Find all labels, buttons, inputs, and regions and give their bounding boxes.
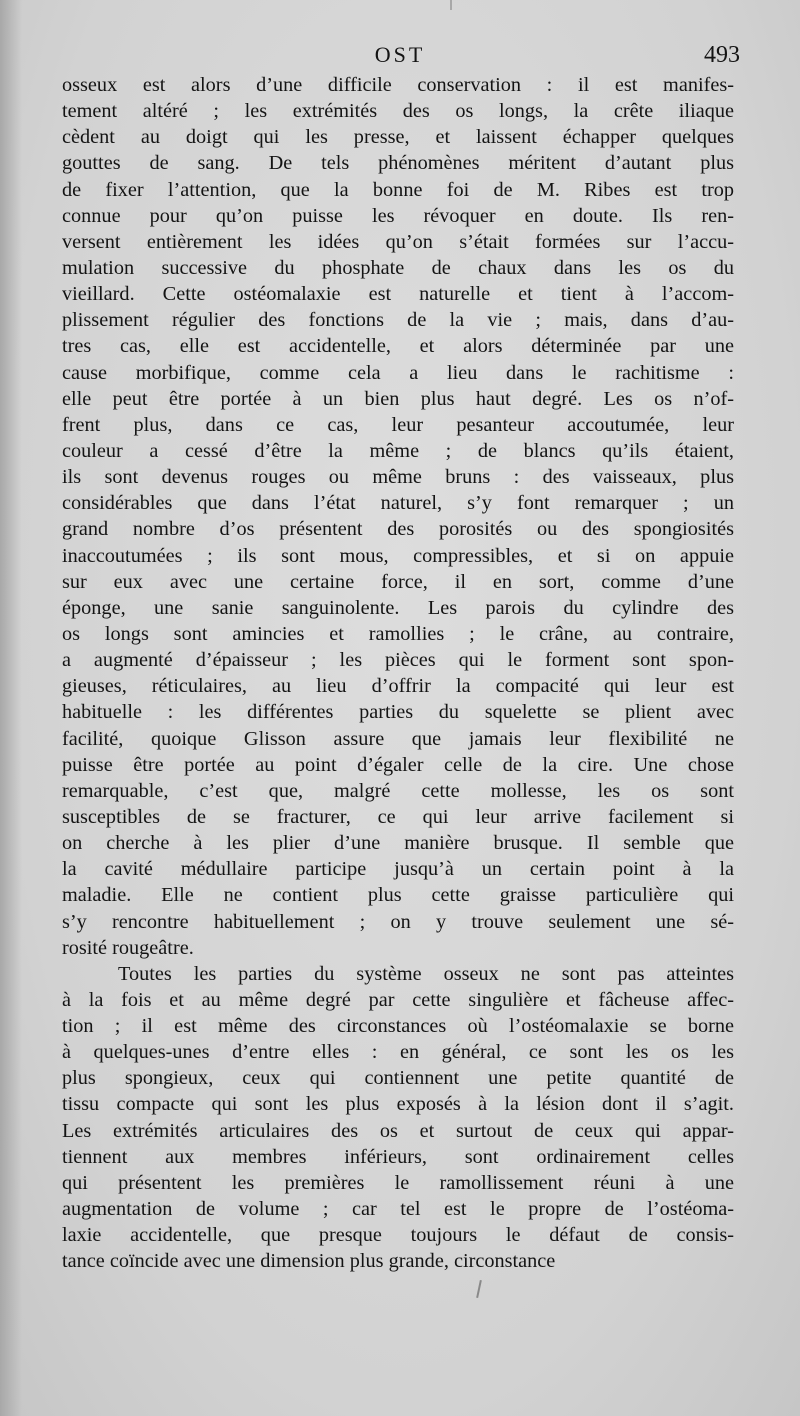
text-line: facilité, quoique Glisson assure que jamais leur flexibilité ne [62,727,734,750]
text-line: tres cas, elle est accidentelle, et alors déterminée par une [62,335,734,358]
text-line: elle peut être portée à un bien plus haut degré. Les os n’of- [62,387,734,410]
text-line: habituelle : les différentes parties du squelette se plient avec [62,701,734,724]
running-head-word: OST [374,42,426,67]
text-line: versent entièrement les idées qu’on s’était formées sur l’accu- [62,230,734,253]
paper-mark [476,1280,482,1298]
page-gutter-shadow [0,0,22,1416]
text-line: laxie accidentelle, que presque toujours le défaut de consis- [62,1224,734,1247]
paper-mark [450,0,452,10]
text-line: considérables que dans l’état naturel, s’y font remarquer ; un [62,492,734,515]
text-line: tissu compacte qui sont les plus exposés à la lésion dont il s’agit. [62,1093,734,1116]
text-line: susceptibles de se fracturer, ce qui leur arrive facilement si [62,805,734,828]
text-line: à quelques-unes d’entre elles : en général, ce sont les os les [62,1041,734,1064]
text-line: ils sont devenus rouges ou même bruns : des vaisseaux, plus [62,466,734,489]
text-line: Les extrémités articulaires des os et surtout de ceux qui appar- [62,1119,734,1142]
text-line: augmentation de volume ; car tel est le propre de l’ostéoma- [62,1198,734,1221]
text-line: qui présentent les premières le ramollissement réuni à une [62,1171,734,1194]
body-text [62,72,734,1274]
text-line: on cherche à les plier d’une manière brusque. Il semble que [62,832,734,855]
text-line: tion ; il est même des circonstances où l’ostéomalaxie se borne [62,1015,734,1038]
text-line: osseux est alors d’une difficile conservation : il est manifes- [62,74,734,96]
text-line: tance coïncide avec une dimension plus grande, circonstance [62,1250,556,1273]
text-line: la cavité médullaire participe jusqu’à un certain point à la [62,858,734,881]
text-line: a augmenté d’épaisseur ; les pièces qui le forment sont spon- [62,649,734,672]
running-head [62,42,738,72]
text-line: s’y rencontre habituellement ; on y trouve seulement une sé- [62,910,734,933]
paragraph [62,72,734,961]
text-line: sur eux avec une certaine force, il en sort, comme d’une [62,570,734,593]
text-line: cause morbifique, comme cela a lieu dans le rachitisme : [62,361,734,384]
text-line: cèdent au doigt qui les presse, et laissent échapper quelques [62,126,734,149]
text-line: de fixer l’attention, que la bonne foi de M. Ribes est trop [62,178,734,201]
text-line: éponge, une sanie sanguinolente. Les parois du cylindre des [62,596,734,619]
text-line: tement altéré ; les extrémités des os longs, la crête iliaque [62,100,734,123]
text-line: frent plus, dans ce cas, leur pesanteur accoutumée, leur [62,413,734,436]
text-line: à la fois et au même degré par cette singulière et fâcheuse affec- [62,988,734,1011]
text-line: maladie. Elle ne contient plus cette graisse particulière qui [62,884,734,907]
text-line: tiennent aux membres inférieurs, sont ordinairement celles [62,1145,734,1168]
text-line: os longs sont amincies et ramollies ; le crâne, au contraire, [62,622,734,645]
text-line: gieuses, réticulaires, au lieu d’offrir la compacité qui leur est [62,675,734,698]
text-line: Toutes les parties du système osseux ne sont pas atteintes [118,962,734,985]
text-line: mulation successive du phosphate de chaux dans les os du [62,256,734,279]
text-line: gouttes de sang. De tels phénomènes méritent d’autant plus [62,152,734,175]
text-line: couleur a cessé d’être la même ; de blancs qu’ils étaient, [62,439,734,462]
text-line: rosité rougeâtre. [62,936,194,959]
text-line: connue pour qu’on puisse les révoquer en doute. Ils ren- [62,204,734,227]
text-line: plus spongieux, ceux qui contiennent une petite quantité de [62,1067,734,1090]
text-line: grand nombre d’os présentent des porosités ou des spongiosités [62,518,734,541]
text-line: plissement régulier des fonctions de la vie ; mais, dans d’au- [62,309,734,332]
text-line: vieillard. Cette ostéomalaxie est naturelle et tient à l’accom- [62,283,734,306]
page-number: 493 [704,42,740,68]
text-line: remarquable, c’est que, malgré cette mollesse, les os sont [62,779,734,802]
text-line: inaccoutumées ; ils sont mous, compressibles, et si on appuie [62,544,734,567]
paragraph [62,961,734,1275]
text-line: puisse être portée au point d’égaler celle de la cire. Une chose [62,753,734,776]
